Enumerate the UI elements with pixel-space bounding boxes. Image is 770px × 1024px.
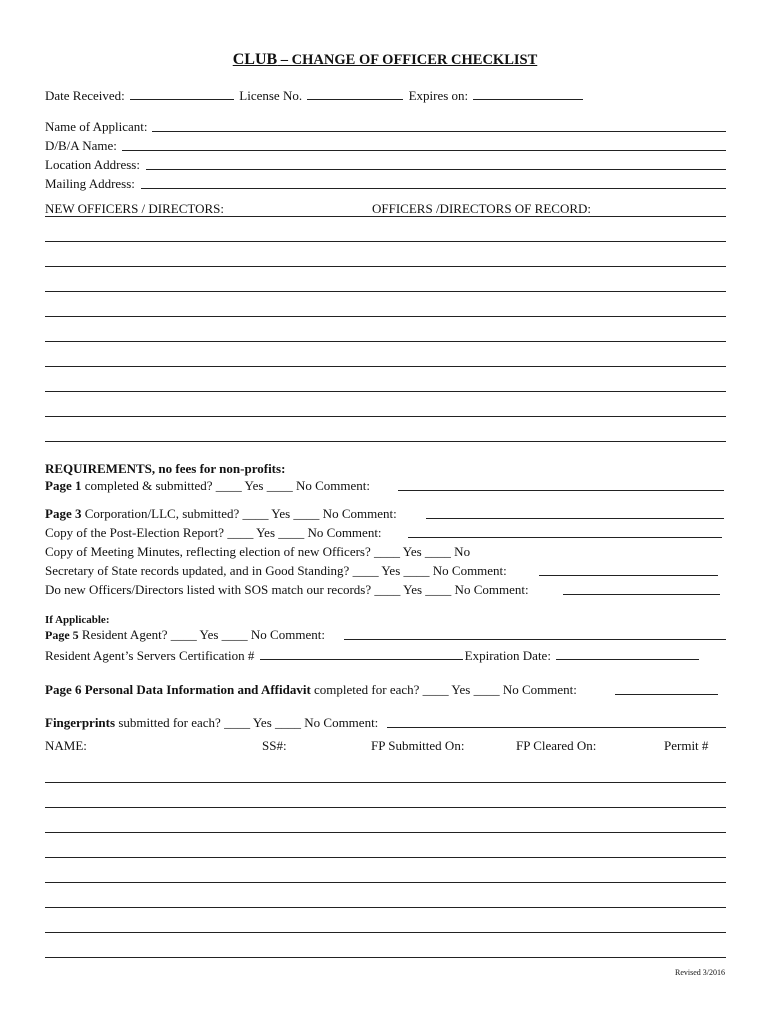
officer-line[interactable] <box>45 266 726 267</box>
page5-comment-field[interactable] <box>344 639 726 640</box>
fingerprint-line[interactable] <box>45 832 726 833</box>
fp-col-cleared: FP Cleared On: <box>516 738 597 753</box>
fingerprint-line[interactable] <box>45 882 726 883</box>
sos-match-row: Do new Officers/Directors listed with SOS match our records? ____ Yes ____ No Comment: <box>45 582 529 597</box>
page6-row: Page 6 Personal Data Information and Affidavit completed for each? ____ Yes ____ No Comment: <box>45 682 577 697</box>
fp-col-ss: SS#: <box>262 738 287 753</box>
officer-line[interactable] <box>45 341 726 342</box>
header-fields-row <box>45 87 585 104</box>
sos-updated-row: Secretary of State records updated, and in Good Standing? ____ Yes ____ No Comment: <box>45 563 507 578</box>
dba-name-label: D/B/A Name: <box>45 138 117 153</box>
officer-line[interactable] <box>45 441 726 442</box>
officer-line[interactable] <box>45 366 726 367</box>
date-received-field[interactable] <box>130 87 234 100</box>
page1-row: Page 1 completed & submitted? ____ Yes ____ No Comment: <box>45 478 370 493</box>
page5-row: Page 5 Resident Agent? ____ Yes ____ No Comment: <box>45 627 325 642</box>
fingerprint-line[interactable] <box>45 807 726 808</box>
officer-line[interactable] <box>45 416 726 417</box>
applicant-name-label: Name of Applicant: <box>45 119 148 134</box>
license-no-label: License No. <box>239 88 303 103</box>
meeting-minutes-row: Copy of Meeting Minutes, reflecting election of new Officers? ____ Yes ____ No <box>45 544 471 559</box>
mailing-address-field[interactable] <box>141 188 726 189</box>
fp-col-permit: Permit # <box>664 738 709 753</box>
fingerprint-line[interactable] <box>45 932 726 933</box>
location-address-label: Location Address: <box>45 157 140 172</box>
page-title: CLUB – CHANGE OF OFFICER CHECKLIST <box>232 51 538 68</box>
dba-name-field[interactable] <box>122 150 726 151</box>
revised-date: Revised 3/2016 <box>675 968 725 977</box>
fingerprints-comment-field[interactable] <box>387 727 726 728</box>
post-election-row: Copy of the Post-Election Report? ____ Yes ____ No Comment: <box>45 525 382 540</box>
officers-of-record-heading: OFFICERS /DIRECTORS OF RECORD: <box>372 201 592 216</box>
page6-comment-field[interactable] <box>615 694 718 695</box>
applicant-name-field[interactable] <box>152 131 726 132</box>
servers-cert-row: Resident Agent’s Servers Certification # Expiration Date: <box>45 647 701 664</box>
officers-heading-rule <box>45 216 726 217</box>
fp-col-name: NAME: <box>45 738 87 753</box>
officer-line[interactable] <box>45 316 726 317</box>
servers-cert-field[interactable] <box>260 647 463 660</box>
expires-on-field[interactable] <box>473 87 583 100</box>
mailing-address-label: Mailing Address: <box>45 176 135 191</box>
page3-row: Page 3 Corporation/LLC, submitted? ____ Yes ____ No Comment: <box>45 506 397 521</box>
fingerprint-line[interactable] <box>45 857 726 858</box>
officer-line[interactable] <box>45 391 726 392</box>
date-received-label: Date Received: <box>45 88 125 103</box>
page1-comment-field[interactable] <box>398 490 724 491</box>
officer-line[interactable] <box>45 241 726 242</box>
fingerprints-row: Fingerprints submitted for each? ____ Yes ____ No Comment: <box>45 715 379 730</box>
expiration-date-field[interactable] <box>556 647 699 660</box>
location-address-field[interactable] <box>146 169 726 170</box>
requirements-heading: REQUIREMENTS, no fees for non-profits: <box>45 461 286 476</box>
fp-col-submitted: FP Submitted On: <box>371 738 465 753</box>
fingerprint-line[interactable] <box>45 957 726 958</box>
fingerprint-line[interactable] <box>45 782 726 783</box>
fingerprint-line[interactable] <box>45 907 726 908</box>
post-election-comment-field[interactable] <box>408 537 722 538</box>
new-officers-heading: NEW OFFICERS / DIRECTORS: <box>45 201 225 216</box>
license-no-field[interactable] <box>307 87 403 100</box>
sos-match-comment-field[interactable] <box>563 594 720 595</box>
sos-updated-comment-field[interactable] <box>539 575 718 576</box>
page3-comment-field[interactable] <box>426 518 724 519</box>
officer-line[interactable] <box>45 291 726 292</box>
expires-on-label: Expires on: <box>408 88 469 103</box>
if-applicable-heading: If Applicable: <box>45 614 110 626</box>
